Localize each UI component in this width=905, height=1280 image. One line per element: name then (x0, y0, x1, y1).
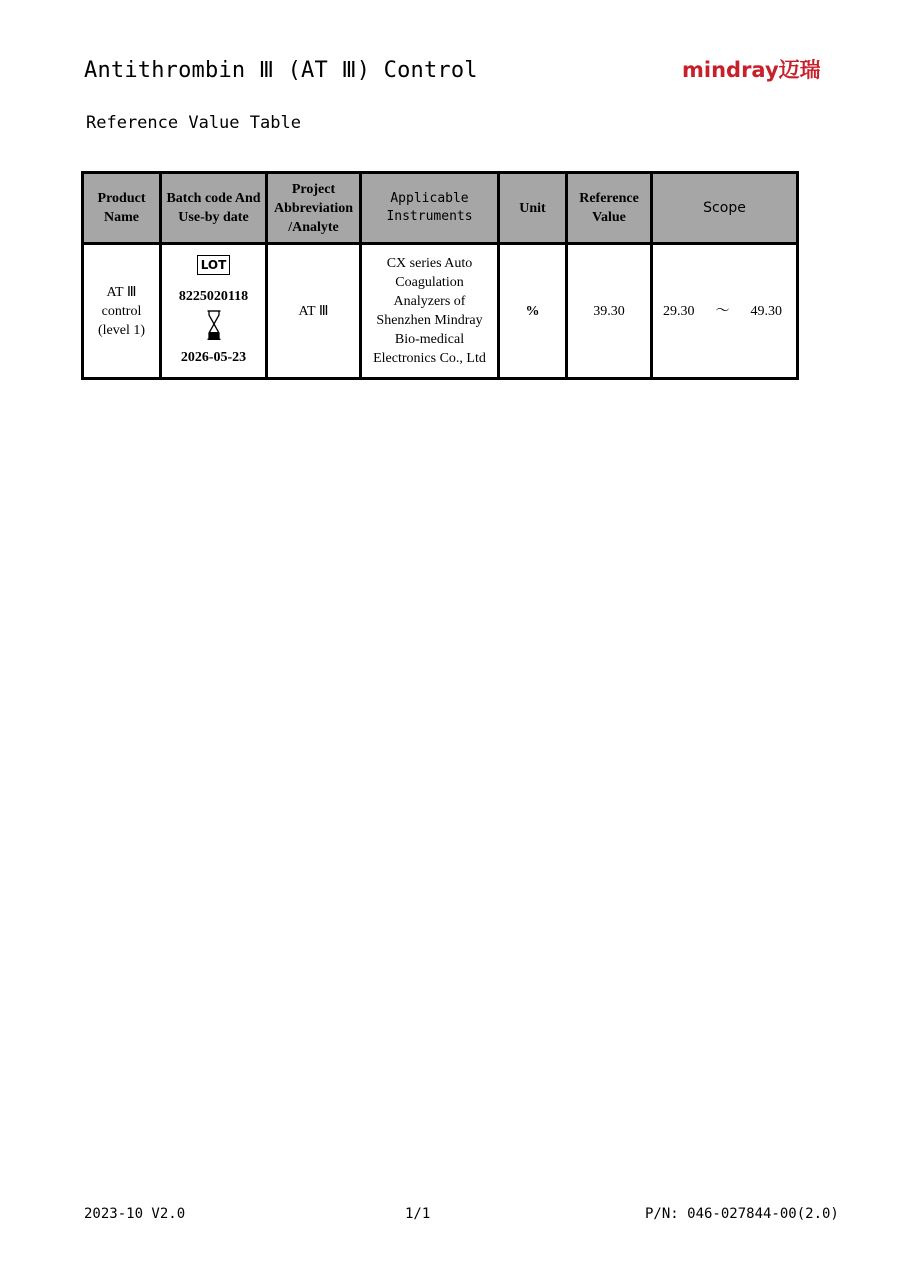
footer-part-number: P/N: 046-027844-00(2.0) (645, 1206, 839, 1222)
scope-separator: ～ (715, 303, 730, 319)
batch-code: 8225020118 (178, 289, 249, 304)
use-by-date: 2026-05-23 (180, 350, 247, 365)
footer-version: 2023-10 V2.0 (84, 1206, 186, 1222)
document-title: Antithrombin Ⅲ (AT Ⅲ) Control (84, 58, 478, 83)
table-row (83, 244, 798, 379)
cell-product-name: AT Ⅲ control (level 1) (83, 244, 161, 379)
hourglass-icon (207, 310, 221, 340)
lot-symbol: LOT (197, 255, 231, 275)
scope-low: 29.30 (663, 303, 695, 319)
cell-batch (161, 244, 267, 379)
table-header-row (83, 173, 798, 244)
header-instruments: Applicable Instruments (361, 173, 499, 244)
header-product-name: Product Name (83, 173, 161, 244)
header-reference: Reference Value (567, 173, 652, 244)
cell-project: AT Ⅲ (267, 244, 361, 379)
cell-unit: % (499, 244, 567, 379)
cell-scope (652, 244, 798, 379)
mindray-logo (682, 55, 822, 85)
header-unit: Unit (499, 173, 567, 244)
table-caption: Reference Value Table (86, 113, 301, 133)
scope-high: 49.30 (750, 303, 782, 319)
footer-page-number: 1/1 (405, 1206, 431, 1222)
cell-reference-value: 39.30 (567, 244, 652, 379)
header-scope: Scope (652, 173, 798, 244)
header-project: Project Abbreviation /Analyte (267, 173, 361, 244)
header-batch: Batch code And Use-by date (161, 173, 267, 244)
cell-instruments: CX series Auto Coagulation Analyzers of Shenzhen Mindray Bio-medical Electronics Co., Ltd (361, 244, 499, 379)
reference-value-table (81, 171, 799, 380)
logo-text: mindray迈瑞 (682, 58, 821, 82)
